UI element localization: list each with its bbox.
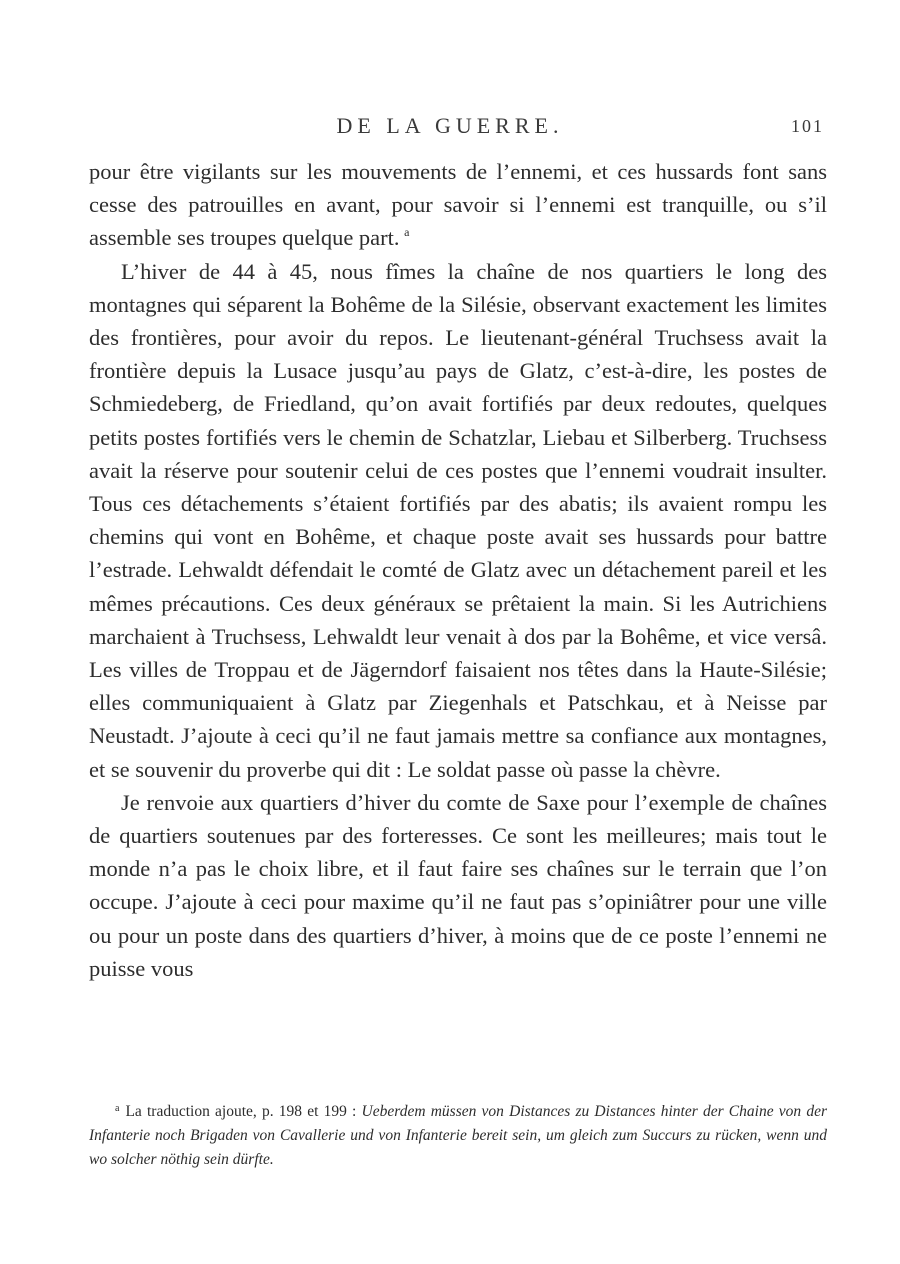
running-head bbox=[0, 113, 900, 143]
page-number: 101 bbox=[791, 116, 824, 136]
footnote-reference[interactable]: a bbox=[404, 225, 410, 240]
footnote-quote: Ueberdem müssen von Distances zu Distances hinter der Chaine von der Infanterie noch Brigaden von Cavallerie und von Infanterie bereit sein, um gleich zum Succurs zu rücken, wenn und wo solcher nöthig sein dürfte. bbox=[89, 1103, 827, 1168]
paragraph-text: pour être vigilants sur les mouvements de l’ennemi, et ces hussards font sans cesse des patrouilles en avant, pour savoir si l’ennemi est tranquille, ou s’il assemble ses troupes quelque part. bbox=[89, 159, 827, 251]
paragraph-saxe-example: Je renvoie aux quartiers d’hiver du comte de Saxe pour l’exemple de chaînes de quartiers soutenues par des forteresses. Ce sont les meilleures; mais tout le monde n’a pas le choix libre, et il faut faire ses chaînes sur le terrain que l’on occupe. J’ajoute à ceci pour maxime qu’il ne faut pas s’opiniâtrer pour une ville ou pour un poste dans des quartiers d’hiver, à moins que de ce poste l’ennemi ne puisse vous bbox=[89, 789, 827, 981]
footnote bbox=[89, 1100, 827, 1172]
body-text bbox=[89, 155, 827, 985]
running-title: DE LA GUERRE. bbox=[336, 113, 564, 138]
paragraph-winter-quarters: L’hiver de 44 à 45, nous fîmes la chaîne de nos quartiers le long des montagnes qui séparent la Bohême de la Silésie, observant exactement les limites des frontières, pour avoir du repos. Le lieutenant-général Truchsess avait la frontière depuis la Lusace jusqu’au pays de Glatz, c’est-à-dire, les postes de Schmiedeberg, de Friedland, qu’on avait fortifiés par deux redoutes, quelques petits postes fortifiés vers le chemin de Schatzlar, Liebau et Silberberg. Truchsess avait la réserve pour soutenir celui de ces postes que l’ennemi voudrait insulter. Tous ces détachements s’étaient fortifiés par des abatis; ils avaient rompu les chemins qui vont en Bohême, et chaque poste avait ses hussards pour battre l’estrade. Lehwaldt défendait le comté de Glatz avec un détachement pareil et les mêmes précautions. Ces deux généraux se prêtaient la main. Si les Autrichiens marchaient à Truchsess, Lehwaldt leur venait à dos par la Bohême, et vice versâ. Les villes de Troppau et de Jägerndorf faisaient nos têtes dans la Haute-Silésie; elles communiquaient à Glatz par Ziegenhals et Patschkau, et à Neisse par Neustadt. J’ajoute à ceci qu’il ne faut jamais mettre sa confiance aux montagnes, et se souvenir du proverbe qui dit : Le soldat passe où passe la chèvre. bbox=[89, 258, 827, 782]
footnote-lead: La traduction ajoute, p. 198 et 199 : bbox=[125, 1103, 362, 1120]
paragraph-continued bbox=[89, 155, 827, 255]
footnote-paragraph bbox=[89, 1100, 827, 1172]
footnote-marker: a bbox=[115, 1103, 120, 1114]
